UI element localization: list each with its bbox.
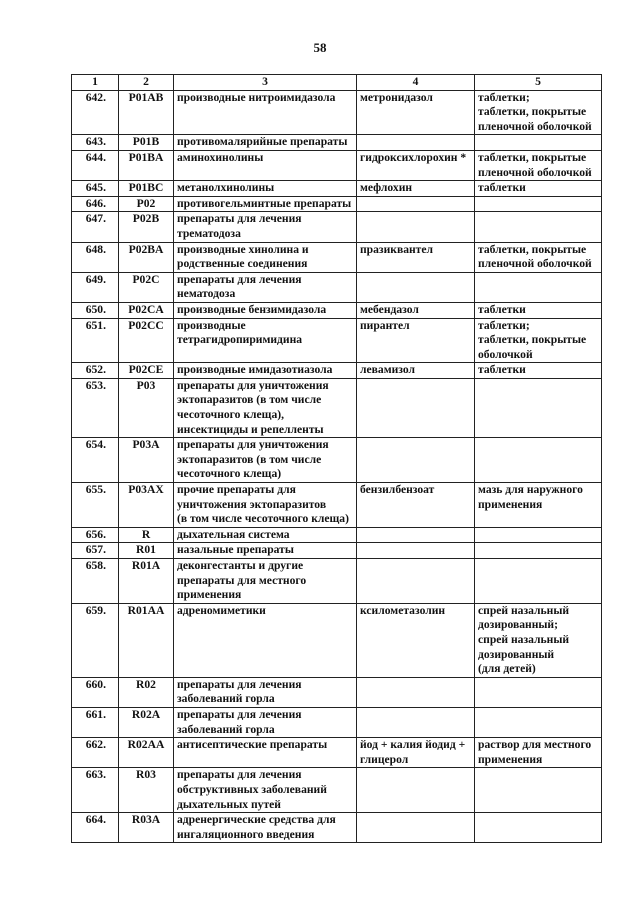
atc-code: R03 — [119, 768, 174, 813]
table-row — [72, 242, 602, 272]
drug-name — [357, 135, 475, 151]
row-number: 652. — [72, 363, 119, 379]
drug-name — [357, 707, 475, 737]
group-name: производные хинолина и родственные соединения — [174, 242, 357, 272]
drug-name — [357, 438, 475, 483]
dosage-form: таблетки; таблетки, покрытые оболочкой — [475, 318, 602, 363]
table-row — [72, 707, 602, 737]
table-row — [72, 378, 602, 437]
row-number: 649. — [72, 272, 119, 302]
row-number: 646. — [72, 196, 119, 212]
dosage-form: таблетки — [475, 181, 602, 197]
atc-code: R — [119, 527, 174, 543]
table-row — [72, 196, 602, 212]
atc-code: R03A — [119, 813, 174, 843]
atc-code: R02 — [119, 677, 174, 707]
drug-name: йод + калия йодид + глицерол — [357, 738, 475, 768]
drug-name — [357, 212, 475, 242]
atc-code: P03AX — [119, 483, 174, 528]
row-number: 643. — [72, 135, 119, 151]
atc-code: P01BA — [119, 150, 174, 180]
atc-code: R02A — [119, 707, 174, 737]
table-row — [72, 150, 602, 180]
page-number: 58 — [313, 40, 327, 55]
atc-code: P01B — [119, 135, 174, 151]
dosage-form — [475, 196, 602, 212]
row-number: 659. — [72, 603, 119, 677]
drug-name — [357, 813, 475, 843]
column-header-5: 5 — [475, 75, 602, 91]
atc-code: P01BC — [119, 181, 174, 197]
row-number: 664. — [72, 813, 119, 843]
row-number: 658. — [72, 559, 119, 604]
table-row — [72, 543, 602, 559]
dosage-form — [475, 543, 602, 559]
dosage-form — [475, 559, 602, 604]
atc-code: P02C — [119, 272, 174, 302]
row-number: 650. — [72, 302, 119, 318]
group-name: препараты для лечения нематодоза — [174, 272, 357, 302]
group-name: производные нитроимидазола — [174, 90, 357, 135]
group-name: препараты для лечения обструктивных заболеваний дыхательных путей — [174, 768, 357, 813]
drug-name: гидроксихлорохин * — [357, 150, 475, 180]
group-name: препараты для лечения трематодоза — [174, 212, 357, 242]
row-number: 656. — [72, 527, 119, 543]
atc-code: P02CA — [119, 302, 174, 318]
row-number: 655. — [72, 483, 119, 528]
row-number: 660. — [72, 677, 119, 707]
row-number: 654. — [72, 438, 119, 483]
dosage-form — [475, 438, 602, 483]
group-name: назальные препараты — [174, 543, 357, 559]
dosage-form: таблетки; таблетки, покрытые пленочной оболочкой — [475, 90, 602, 135]
dosage-form — [475, 707, 602, 737]
dosage-form: спрей назальный дозированный; спрей назальный дозированный (для детей) — [475, 603, 602, 677]
row-number: 642. — [72, 90, 119, 135]
atc-code: R01 — [119, 543, 174, 559]
table-row — [72, 438, 602, 483]
table-row — [72, 768, 602, 813]
atc-code: P02BA — [119, 242, 174, 272]
group-name: дыхательная система — [174, 527, 357, 543]
table-row — [72, 302, 602, 318]
drug-name — [357, 768, 475, 813]
row-number: 661. — [72, 707, 119, 737]
table-row — [72, 603, 602, 677]
group-name: препараты для уничтожения эктопаразитов (в том числе чесоточного клеща) — [174, 438, 357, 483]
group-name: метанолхинолины — [174, 181, 357, 197]
atc-code: P01AB — [119, 90, 174, 135]
atc-code: R01A — [119, 559, 174, 604]
drug-name: мебендазол — [357, 302, 475, 318]
column-header-2: 2 — [119, 75, 174, 91]
drug-name: метронидазол — [357, 90, 475, 135]
table-row — [72, 212, 602, 242]
atc-code: P03A — [119, 438, 174, 483]
dosage-form — [475, 135, 602, 151]
table-row — [72, 363, 602, 379]
dosage-form — [475, 677, 602, 707]
dosage-form: таблетки — [475, 363, 602, 379]
row-number: 648. — [72, 242, 119, 272]
atc-code: P02CC — [119, 318, 174, 363]
group-name: противомалярийные препараты — [174, 135, 357, 151]
dosage-form: мазь для наружного применения — [475, 483, 602, 528]
drug-name — [357, 677, 475, 707]
dosage-form — [475, 813, 602, 843]
row-number: 645. — [72, 181, 119, 197]
column-header-1: 1 — [72, 75, 119, 91]
table-row — [72, 738, 602, 768]
table-row — [72, 559, 602, 604]
group-name: прочие препараты для уничтожения эктопаразитов (в том числе чесоточного клеща) — [174, 483, 357, 528]
group-name: препараты для уничтожения эктопаразитов (в том числе чесоточного клеща), инсектициды и репелленты — [174, 378, 357, 437]
drug-name — [357, 543, 475, 559]
atc-code: P02CE — [119, 363, 174, 379]
column-header-3: 3 — [174, 75, 357, 91]
group-name: адренергические средства для ингаляционного введения — [174, 813, 357, 843]
table-row — [72, 90, 602, 135]
drug-name: ксилометазолин — [357, 603, 475, 677]
group-name: противогельминтные препараты — [174, 196, 357, 212]
table-row — [72, 272, 602, 302]
table-row — [72, 677, 602, 707]
row-number: 663. — [72, 768, 119, 813]
group-name: препараты для лечения заболеваний горла — [174, 707, 357, 737]
row-number: 653. — [72, 378, 119, 437]
table-row — [72, 318, 602, 363]
atc-code: R01AA — [119, 603, 174, 677]
drug-name — [357, 272, 475, 302]
table-row — [72, 813, 602, 843]
table-header-row — [72, 75, 602, 91]
group-name: аминохинолины — [174, 150, 357, 180]
drug-name: мефлохин — [357, 181, 475, 197]
group-name: производные тетрагидропиримидина — [174, 318, 357, 363]
drug-name: пирантел — [357, 318, 475, 363]
row-number: 657. — [72, 543, 119, 559]
drug-name: бензилбензоат — [357, 483, 475, 528]
drug-name — [357, 378, 475, 437]
drug-table — [71, 74, 602, 843]
group-name: адреномиметики — [174, 603, 357, 677]
dosage-form — [475, 527, 602, 543]
dosage-form: раствор для местного применения — [475, 738, 602, 768]
dosage-form — [475, 378, 602, 437]
drug-name — [357, 527, 475, 543]
group-name: производные имидазотиазола — [174, 363, 357, 379]
dosage-form: таблетки, покрытые пленочной оболочкой — [475, 242, 602, 272]
table-row — [72, 483, 602, 528]
atc-code: P02 — [119, 196, 174, 212]
row-number: 662. — [72, 738, 119, 768]
group-name: препараты для лечения заболеваний горла — [174, 677, 357, 707]
atc-code: R02AA — [119, 738, 174, 768]
row-number: 644. — [72, 150, 119, 180]
drug-name — [357, 559, 475, 604]
atc-code: P02B — [119, 212, 174, 242]
table-row — [72, 135, 602, 151]
table-row — [72, 527, 602, 543]
dosage-form: таблетки — [475, 302, 602, 318]
row-number: 651. — [72, 318, 119, 363]
group-name: антисептические препараты — [174, 738, 357, 768]
drug-name — [357, 196, 475, 212]
group-name: деконгестанты и другие препараты для местного применения — [174, 559, 357, 604]
dosage-form — [475, 212, 602, 242]
dosage-form: таблетки, покрытые пленочной оболочкой — [475, 150, 602, 180]
drug-name: левамизол — [357, 363, 475, 379]
column-header-4: 4 — [357, 75, 475, 91]
dosage-form — [475, 768, 602, 813]
group-name: производные бензимидазола — [174, 302, 357, 318]
dosage-form — [475, 272, 602, 302]
table-body — [72, 90, 602, 843]
atc-code: P03 — [119, 378, 174, 437]
drug-name: празиквантел — [357, 242, 475, 272]
row-number: 647. — [72, 212, 119, 242]
table-row — [72, 181, 602, 197]
